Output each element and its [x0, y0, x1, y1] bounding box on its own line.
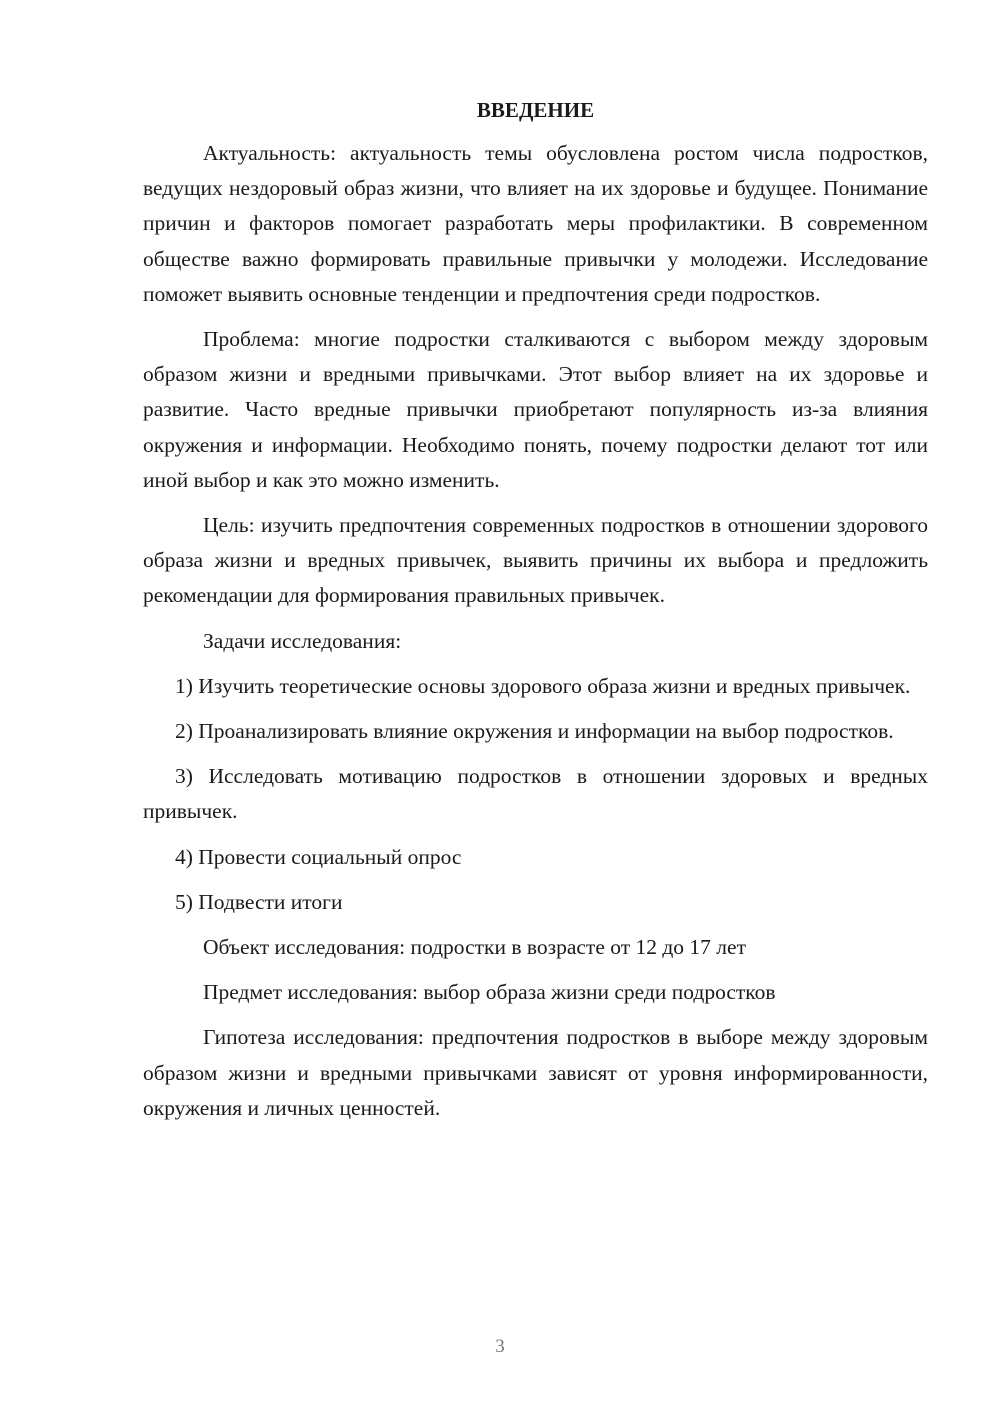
research-hypothesis: Гипотеза исследования: предпочтения подростков в выборе между здоровым образом жизни и вредными привычками зависят от уровня информированности, окружения и личных ценностей. [143, 1025, 928, 1120]
task-item-2: 2) Проанализировать влияние окружения и информации на выбор подростков. [175, 719, 894, 744]
page-number: 3 [495, 1336, 505, 1357]
goal-paragraph: Цель: изучить предпочтения современных подростков в отношении здорового образа жизни и вредных привычек, выявить причины их выбора и предложить рекомендации для формирования правильных привычек. [143, 513, 928, 608]
relevance-paragraph: Актуальность: актуальность темы обусловлена ростом числа подростков, ведущих нездоровый образ жизни, что влияет на их здоровье и будущее. Понимание причин и факторов помогает разработать меры профилактики. В современном обществе важно формировать правильные привычки у молодежи. Исследование поможет выявить основные тенденции и предпочтения среди подростков. [143, 141, 928, 306]
task-item-4: 4) Провести социальный опрос [175, 844, 462, 869]
task-item-1: 1) Изучить теоретические основы здорового образа жизни и вредных привычек. [175, 673, 911, 698]
task-item-3: 3) Исследовать мотивацию подростков в отношении здоровых и вредных привычек. [143, 764, 928, 824]
document-page [143, 96, 928, 1136]
section-heading: ВВЕДЕНИЕ [476, 98, 595, 122]
research-subject: Предмет исследования: выбор образа жизни среди подростков [203, 980, 776, 1005]
problem-paragraph: Проблема: многие подростки сталкиваются с выбором между здоровым образом жизни и вредными привычками. Этот выбор влияет на их здоровье и развитие. Часто вредные привычки приобретают популярность из-за влияния окружения и информации. Необходимо понять, почему подростки делают тот или иной выбор и как это можно изменить. [143, 327, 928, 492]
task-item-5: 5) Подвести итоги [175, 889, 343, 914]
tasks-title: Задачи исследования: [203, 628, 402, 653]
research-object: Объект исследования: подростки в возрасте от 12 до 17 лет [203, 935, 746, 960]
